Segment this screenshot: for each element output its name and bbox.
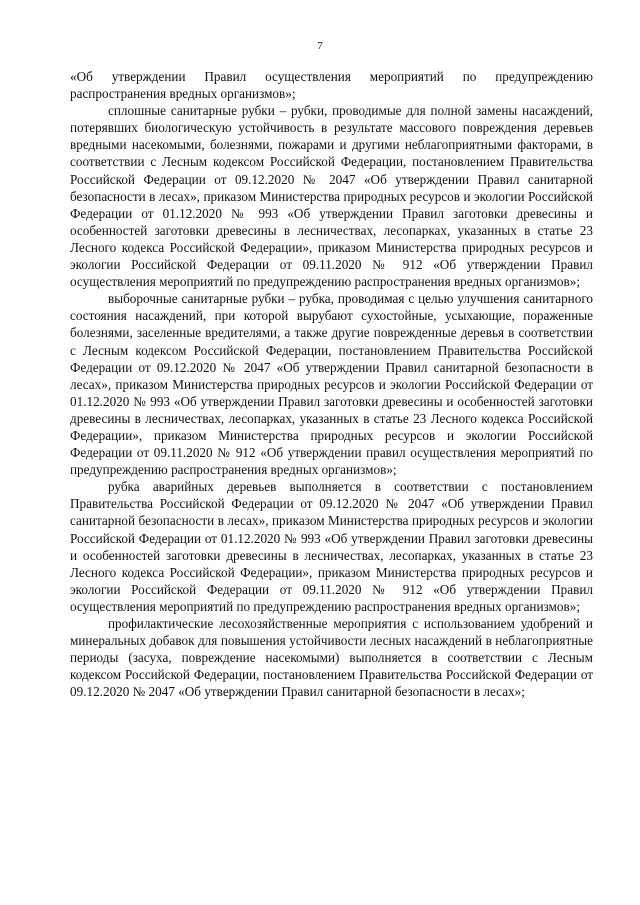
paragraph-emergency-tree-felling: рубка аварийных деревьев выполняется в соответствии с постановлением Правительства Российской Федерации от 09.12.2020 № 2047 «Об утверждении Правил санитарной безопасности в лесах», приказом Министерства природных ресурсов и экологии Российской Федерации от 01.12.2020 № 993 «Об утверждении Правил заготовки древесины и особенностей заготовки древесины в лесничествах, лесопарках, указанных в статье 23 Лесного кодекса Российской Федерации», приказом Министерства природных ресурсов и экологии Российской Федерации от 09.11.2020 № 912 «Об утверждении Правил осуществления мероприятий по предупреждению распространения вредных организмов»;	[70, 479, 593, 614]
paragraph-selective-sanitary-felling: выборочные санитарные рубки – рубка, проводимая с целью улучшения санитарного состояния насаждений, при которой вырубают сухостойные, усыхающие, пораженные болезнями, заселенные вредителями, а также другие поврежденные деревья в соответствии с Лесным кодексом Российской Федерации, постановлением Правительства Российской Федерации от 09.12.2020 № 2047 «Об утверждении Правил санитарной безопасности в лесах», приказом Министерства природных ресурсов и экологии Российской Федерации от 01.12.2020 № 993 «Об утверждении Правил заготовки древесины и особенностей заготовки древесины в лесничествах, лесопарках, указанных в статье 23 Лесного кодекса Российской Федерации», приказом Министерства природных ресурсов и экологии Российской Федерации от 09.11.2020 № 912 «Об утверждении правил осуществления мероприятий по предупреждению распространения вредных организмов»;	[70, 291, 593, 478]
paragraph-preventive-measures: профилактические лесохозяйственные мероприятия с использованием удобрений и минеральных добавок для повышения устойчивости лесных насаждений в неблагоприятные периоды (засуха, повреждение насекомыми) выполняется в соответствии с Лесным кодексом Российской Федерации, постановлением Правительства Российской Федерации от 09.12.2020 № 2047 «Об утверждении Правил санитарной безопасности в лесах»;	[70, 616, 593, 700]
document-body	[70, 68, 593, 700]
paragraph-continuation: «Об утверждении Правил осуществления мероприятий по предупреждению распространения вредных организмов»;	[70, 69, 593, 102]
paragraph-clear-sanitary-felling: сплошные санитарные рубки – рубки, проводимые для полной замены насаждений, потерявших биологическую устойчивость в результате массового повреждения деревьев вредными насекомыми, болезнями, пожарами и другими неблагоприятными факторами, в соответствии с Лесным кодексом Российской Федерации, постановлением Правительства Российской Федерации от 09.12.2020 № 2047 «Об утверждении Правил санитарной безопасности в лесах», приказом Министерства природных ресурсов и экологии Российской Федерации от 01.12.2020 № 993 «Об утверждении Правил заготовки древесины и особенностей заготовки древесины в лесничествах, лесопарках, указанных в статье 23 Лесного кодекса Российской Федерации», приказом Министерства природных ресурсов и экологии Российской Федерации от 09.11.2020 № 912 «Об утверждении Правил осуществления мероприятий по предупреждению распространения вредных организмов»;	[70, 103, 593, 290]
page-number: 7	[317, 40, 323, 52]
